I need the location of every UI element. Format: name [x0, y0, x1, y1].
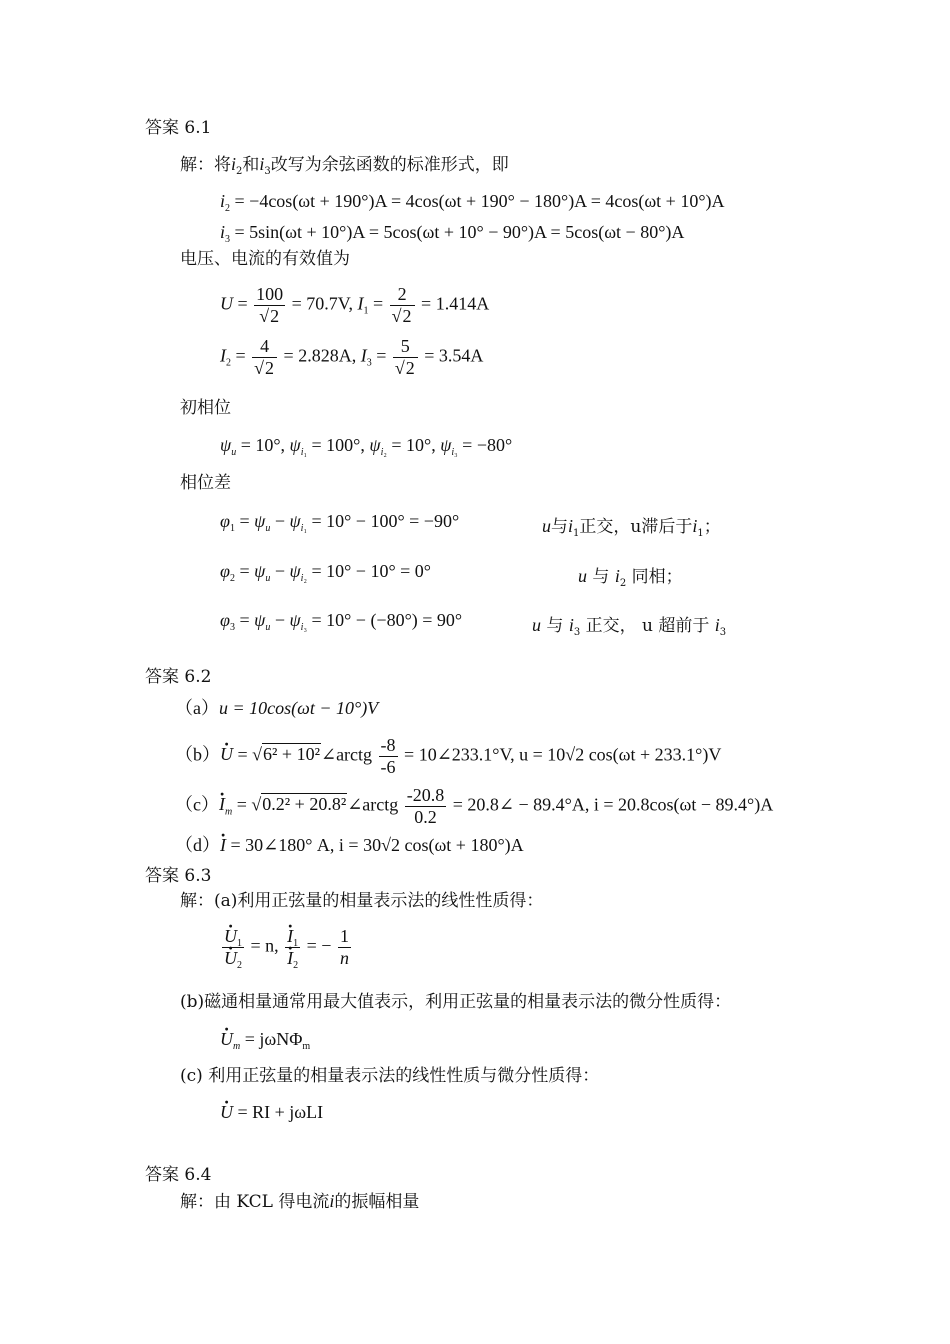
- intro-6-1: 解：将$i_2$和$i_3$改写为余弦函数的标准形式，即: [180, 154, 509, 177]
- eq-phi3: $\varphi_3 = \psi_u - \psi_{i_3} = 10^\circ - (-80^\circ) = 90^\circ$: [220, 610, 463, 633]
- heading-6-4: 答案 6.4: [145, 1165, 212, 1185]
- eq-6-2-d: （d）· I = 30∠180° A, i = 30√2 cos(ωt + 180°)A: [175, 836, 524, 854]
- eq-phi1: $\varphi_1 = \psi_u - \psi_{i_1} = 10^\circ - 100^\circ = -90^\circ$: [220, 511, 460, 534]
- phase-title: 初相位: [180, 398, 231, 418]
- eq-6-2-b: （b）· U = √6² + 10²∠arctg $\frac{-8}{-6}$ = 10∠233.1°V, u = 10√2 cos(ωt + 233.1°)V: [175, 735, 721, 777]
- eq-6-3-a: · $U_1$ · $U_2$ = n, · $I_1$ · $I_2$ = − $\frac{1}{n}$: [220, 926, 353, 968]
- rms-title: 电压、电流的有效值为: [180, 249, 350, 269]
- eq-6-2-c: $(c)\cdot I_m = √0.2^2$ + 20.8²∠arctg $\frac{-20.8}{0.2}$ = 20.8∠ − 89.4°A, i = 20.8cos(ωt − 89.4°)A: [175, 785, 773, 827]
- text-6-3-b: (b)磁通相量通常用最大值表示，利用正弦量的相量表示法的微分性质得：: [180, 992, 732, 1012]
- eq-6-2-a: （a）u = 10cos(ωt − 10°)V: [175, 698, 379, 718]
- eq-i2: $i_2 = -4\cos(\omega t + 190^\circ)A = 4\cos(\omega t + 190^\circ - 180^\circ)A = 4\cos(\omega t + 10^\circ)A$: [220, 191, 725, 214]
- eq-rms-1: U = $\frac{100}{√2}$ = 70.7V, $I_1$ = $\frac{2}{√2}$ = 1.414A: [220, 284, 490, 326]
- heading-6-2: 答案 6.2: [145, 667, 212, 687]
- eq-rms-2: $I_2$ = $\frac{4}{√2}$ = 2.828A, $I_3$ = $\frac{5}{√2}$ = 3.54A: [220, 336, 484, 378]
- note-phi1: u与$i_1$正交，u滞后于$i_1$；: [542, 516, 721, 539]
- eq-6-3-c: · U = RI + jωLI: [220, 1103, 323, 1121]
- text-6-3-a: 解：(a)利用正弦量的相量表示法的线性性质得：: [180, 891, 544, 911]
- note-phi3: u 与 $i_3$ 正交， u 超前于 $i_3$: [532, 615, 727, 638]
- eq-6-3-b: · $U_m = j\omega N\Phi_m$: [220, 1030, 310, 1048]
- phase-diff-title: 相位差: [180, 473, 231, 493]
- text-6-3-c: (c) 利用正弦量的相量表示法的线性性质与微分性质得：: [180, 1066, 600, 1086]
- eq-phi2: $\varphi_2 = \psi_u - \psi_{i_2} = 10^\circ - 10^\circ = 0^\circ$: [220, 561, 431, 584]
- text-6-4: 解：由 KCL 得电流i的振幅相量: [180, 1191, 420, 1212]
- eq-phase: $\psi_u = 10^\circ$, $\psi_{i_1} = 100^\circ$, $\psi_{i_2} = 10^\circ$, $\psi_{i_3} = -80^\circ$: [220, 435, 513, 458]
- note-phi2: u 与 $i_2$ 同相；: [578, 566, 683, 589]
- heading-6-3: 答案 6.3: [145, 866, 212, 886]
- eq-i3: $i_3 = 5\sin(\omega t + 10^\circ)A = 5\cos(\omega t + 10^\circ - 90^\circ)A = 5\cos(\omega t - 80^\circ)A$: [220, 222, 685, 245]
- heading-6-1: 答案 6.1: [145, 118, 212, 138]
